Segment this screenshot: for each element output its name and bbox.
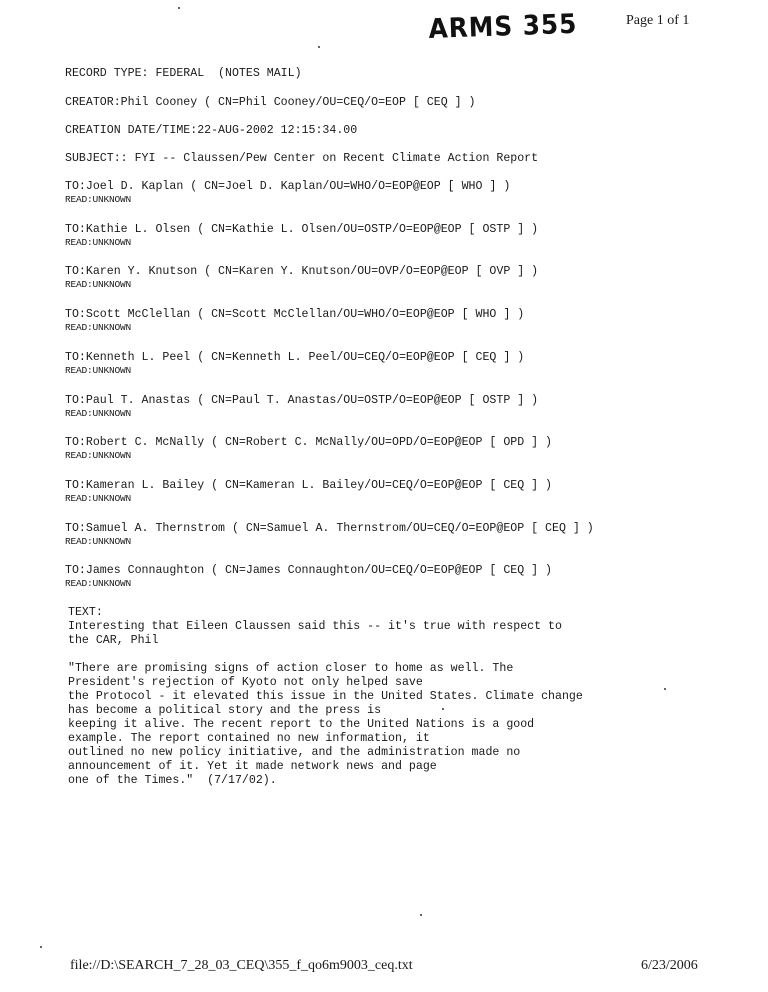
recipient-to: TO:Robert C. McNally ( CN=Robert C. McNally/OU=OPD/O=EOP@EOP [ OPD ] ) bbox=[65, 436, 553, 450]
quote-line: keeping it alive. The recent report to the United Nations is a good bbox=[68, 718, 535, 731]
subject-line: SUBJECT:: FYI -- Claussen/Pew Center on Recent Climate Action Report bbox=[65, 152, 539, 165]
recipient-to: TO:Scott McClellan ( CN=Scott McClellan/OU=WHO/O=EOP@EOP [ WHO ] ) bbox=[65, 308, 525, 322]
footer-file-path: file://D:\SEARCH_7_28_03_CEQ\355_f_qo6m9003_ceq.txt bbox=[70, 958, 413, 973]
scan-speck bbox=[40, 946, 42, 948]
recipient-read-status: READ:UNKNOWN bbox=[65, 492, 132, 504]
scan-speck bbox=[178, 7, 180, 9]
creator-line: CREATOR:Phil Cooney ( CN=Phil Cooney/OU=CEQ/O=EOP [ CEQ ] ) bbox=[65, 96, 476, 109]
recipient-to: TO:James Connaughton ( CN=James Connaughton/OU=CEQ/O=EOP@EOP [ CEQ ] ) bbox=[65, 564, 553, 578]
recipient-read-status: READ:UNKNOWN bbox=[65, 322, 132, 334]
quote-line: announcement of it. Yet it made network news and page bbox=[68, 760, 437, 773]
quote-line: example. The report contained no new information, it bbox=[68, 732, 430, 745]
recipient-to: TO:Paul T. Anastas ( CN=Paul T. Anastas/OU=OSTP/O=EOP@EOP [ OSTP ] ) bbox=[65, 393, 539, 407]
text-intro-line: Interesting that Eileen Claussen said this -- it's true with respect to bbox=[68, 620, 562, 633]
recipient-to: TO:Karen Y. Knutson ( CN=Karen Y. Knutson/OU=OVP/O=EOP@EOP [ OVP ] ) bbox=[65, 265, 539, 279]
scan-speck bbox=[664, 688, 666, 690]
archive-stamp: ARMS 355 bbox=[428, 8, 578, 45]
quote-line: President's rejection of Kyoto not only helped save bbox=[68, 676, 423, 689]
scan-speck bbox=[318, 46, 320, 48]
recipient-read-status: READ:UNKNOWN bbox=[65, 364, 132, 376]
quote-line: the Protocol - it elevated this issue in the United States. Climate change bbox=[68, 690, 583, 703]
recipient-read-status: READ:UNKNOWN bbox=[65, 450, 132, 462]
recipient-read-status: READ:UNKNOWN bbox=[65, 407, 132, 419]
recipient-read-status: READ:UNKNOWN bbox=[65, 279, 132, 291]
recipient-to: TO:Samuel A. Thernstrom ( CN=Samuel A. Thernstrom/OU=CEQ/O=EOP@EOP [ CEQ ] ) bbox=[65, 521, 594, 535]
quote-line: outlined no new policy initiative, and the administration made no bbox=[68, 746, 521, 759]
creation-datetime: CREATION DATE/TIME:22-AUG-2002 12:15:34.00 bbox=[65, 124, 358, 137]
recipient-read-status: READ:UNKNOWN bbox=[65, 578, 132, 590]
text-intro-line: the CAR, Phil bbox=[68, 634, 159, 647]
quote-line: one of the Times." (7/17/02). bbox=[68, 774, 277, 787]
recipient-to: TO:Kenneth L. Peel ( CN=Kenneth L. Peel/OU=CEQ/O=EOP@EOP [ CEQ ] ) bbox=[65, 350, 525, 364]
recipient-read-status: READ:UNKNOWN bbox=[65, 535, 132, 547]
scan-speck bbox=[420, 914, 422, 916]
text-label: TEXT: bbox=[68, 606, 103, 619]
recipient-read-status: READ:UNKNOWN bbox=[65, 236, 132, 248]
quote-line: "There are promising signs of action closer to home as well. The bbox=[68, 662, 514, 675]
recipient-to: TO:Kameran L. Bailey ( CN=Kameran L. Bailey/OU=CEQ/O=EOP@EOP [ CEQ ] ) bbox=[65, 478, 553, 492]
footer-date: 6/23/2006 bbox=[641, 958, 698, 973]
quote-line: has become a political story and the press is bbox=[68, 704, 382, 717]
quoted-text bbox=[68, 662, 583, 788]
recipient-to: TO:Joel D. Kaplan ( CN=Joel D. Kaplan/OU=WHO/O=EOP@EOP [ WHO ] ) bbox=[65, 180, 511, 193]
recipient-to: TO:Kathie L. Olsen ( CN=Kathie L. Olsen/OU=OSTP/O=EOP@EOP [ OSTP ] ) bbox=[65, 222, 539, 236]
record-type: RECORD TYPE: FEDERAL (NOTES MAIL) bbox=[65, 67, 302, 80]
page-number: Page 1 of 1 bbox=[626, 13, 690, 28]
recipient-read-status: READ:UNKNOWN bbox=[65, 194, 132, 205]
scan-speck bbox=[442, 708, 444, 710]
